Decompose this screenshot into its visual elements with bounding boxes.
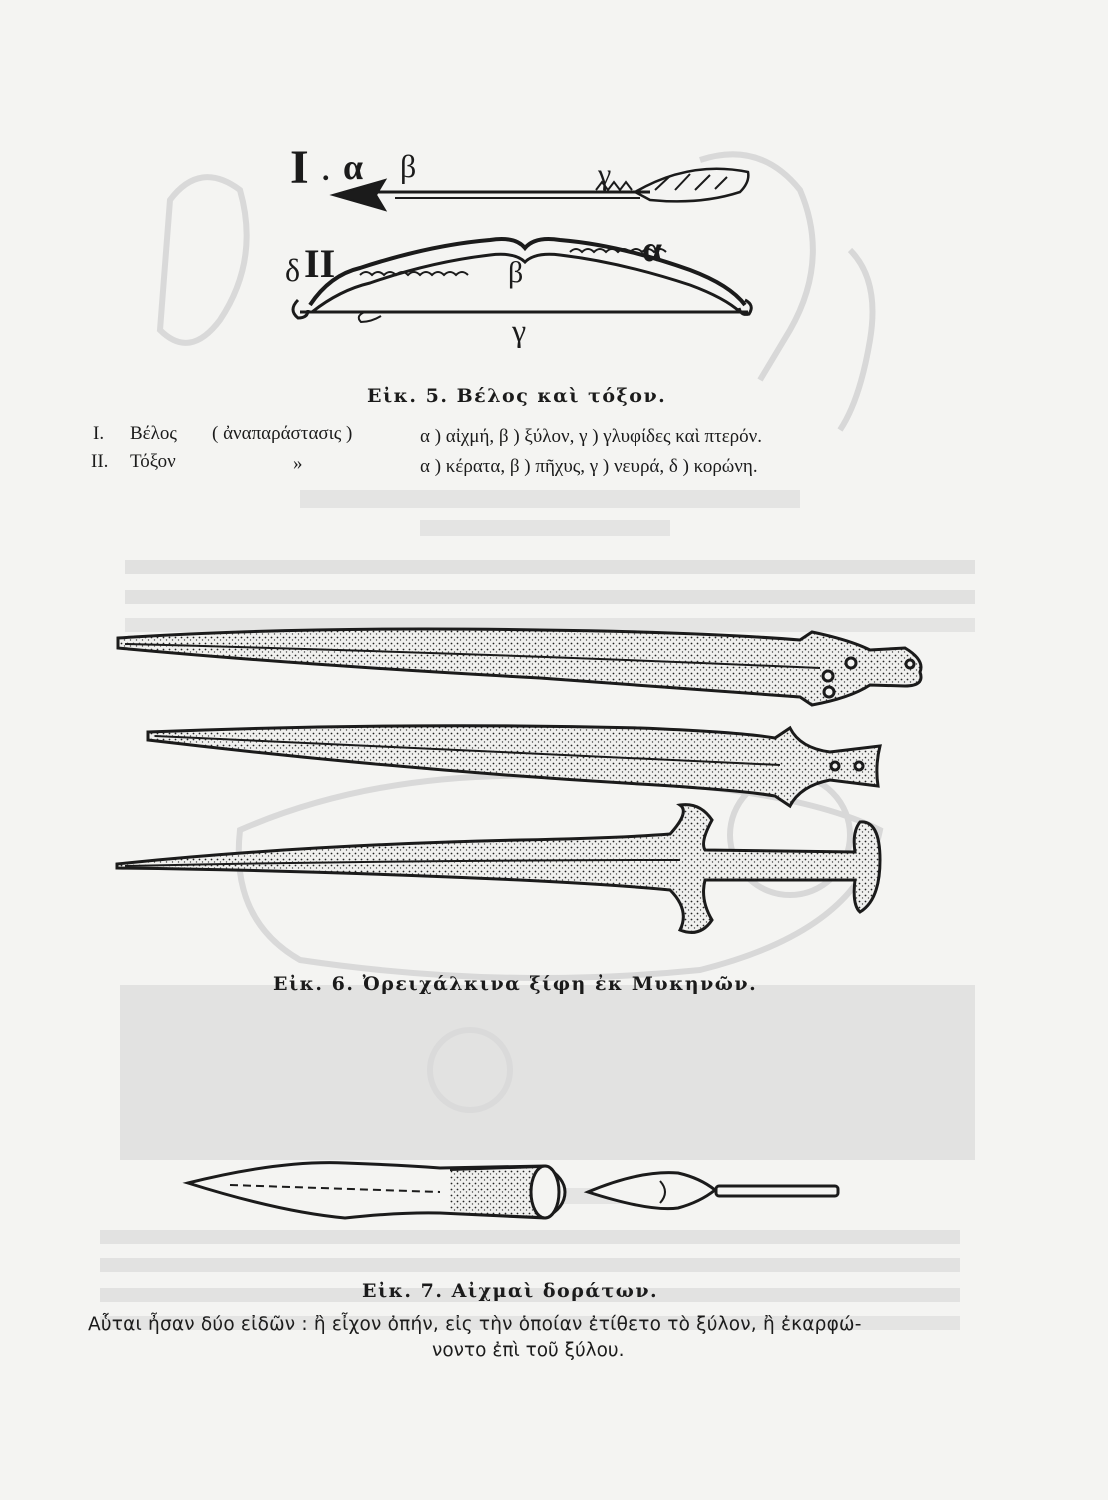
label-arrow-gamma: γ [598,158,612,191]
legend-note-reconstruction: ( ἀναπαράστασις ) [212,423,353,444]
label-roman-I: I [290,141,309,194]
legend-parts-bow: α ) κέρατα, β ) πῆχυς, γ ) νευρά, δ ) κορώνη. [420,456,758,477]
spearhead-socketed [188,1163,565,1218]
figure-5-caption: Εἰκ. 5. Βέλος καὶ τόξον. [367,385,667,407]
label-bow-delta: δ [285,252,301,288]
figure-7-description-line1: Αὗται ἦσαν δύο εἰδῶν : ἢ εἶχον ὀπήν, εἰς τὴν ὁποίαν ἐτίθετο τὸ ξύλον, ἢ ἐκαρφώ- [88,1314,862,1335]
legend-name-bow: Τόξον [130,451,176,472]
legend-name-arrow: Βέλος [130,423,177,444]
figure-7-description-line2: νοντο ἐπὶ τοῦ ξύλου. [432,1340,625,1361]
label-bow-alpha: α [642,229,663,269]
label-arrow-alpha: α [343,147,364,187]
figure-7-caption: Εἰκ. 7. Αἰχμαὶ δοράτων. [362,1280,659,1302]
legend-num-I: I. [93,423,105,444]
legend-parts-arrow: α ) αἰχμή, β ) ξύλον, γ ) γλυφίδες καὶ πτερόν. [420,426,763,447]
legend-num-II: II. [91,451,109,472]
label-bow-beta: β [508,256,524,289]
figure-6-caption: Εἰκ. 6. Ὀρειχάλκινα ξίφη ἐκ Μυκηνῶν. [273,973,758,995]
label-roman-II: II [304,241,336,286]
label-arrow-beta: β [400,148,417,184]
legend-note-ditto: » [293,453,303,474]
spearhead-tanged [588,1173,838,1209]
label-bow-gamma: γ [512,312,527,348]
label-I-dot: . [322,154,330,187]
